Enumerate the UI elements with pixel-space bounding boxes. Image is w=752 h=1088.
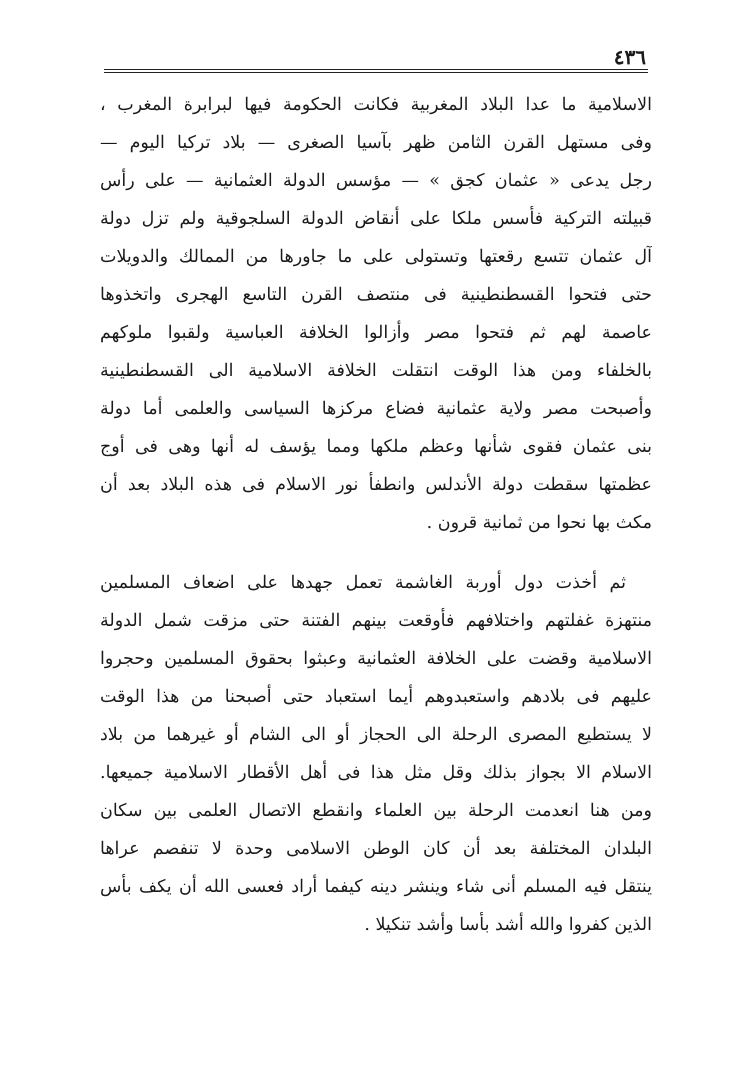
text-line: حتى فتحوا القسطنطينية فى منتصف القرن التاسع الهجرى واتخذوها: [100, 285, 652, 305]
page-number: ٤٣٦: [613, 45, 646, 69]
text-line: منتهزة غفلتهم واختلافهم فأوقعت بينهم الفتنة حتى مزقت شمل الدولة: [100, 611, 652, 631]
header-rule: [104, 69, 648, 73]
text-line: الاسلامية ما عدا البلاد المغربية فكانت الحكومة فيها لبرابرة المغرب ،: [100, 95, 652, 115]
paragraph-2: [100, 564, 652, 944]
text-line: ثم أخذت دول أوربة الغاشمة تعمل جهدها على اضعاف المسلمين: [100, 573, 626, 593]
text-line: قبيلته التركية فأسس ملكا على أنقاض الدولة السلجوقية ولم تزل دولة: [100, 209, 652, 229]
text-line: ومن هنا انعدمت الرحلة بين العلماء وانقطع الاتصال العلمى بين سكان: [100, 801, 652, 821]
text-line: الاسلامية وقضت على الخلافة العثمانية وعبثوا بحقوق المسلمين وحجروا: [100, 649, 652, 669]
text-line: وفى مستهل القرن الثامن ظهر بآسيا الصغرى — بلاد تركيا اليوم —: [100, 133, 652, 153]
text-line: عظمتها سقطت دولة الأندلس وانطفأ نور الاسلام فى هذه البلاد بعد أن: [100, 475, 652, 495]
text-line: البلدان المختلفة بعد أن كان الوطن الاسلامى وحدة لا تنفصم عراها: [100, 839, 652, 859]
text-line: عليهم فى بلادهم واستعبدوهم أيما استعباد حتى أصبحنا من هذا الوقت: [100, 687, 652, 707]
text-line: وأصبحت مصر ولاية عثمانية فضاع مركزها السياسى والعلمى أما دولة: [100, 399, 652, 419]
text-line: بالخلفاء ومن هذا الوقت انتقلت الخلافة الاسلامية الى القسطنطينية: [100, 361, 652, 381]
paragraph-gap: [100, 542, 652, 564]
text-line: عاصمة لهم ثم فتحوا مصر وأزالوا الخلافة العباسية ولقبوا ملوكهم: [100, 323, 652, 343]
text-line: الذين كفروا والله أشد بأسا وأشد تنكيلا .: [364, 915, 652, 935]
text-line: الاسلام الا بجواز بذلك وقل مثل هذا فى أهل الأقطار الاسلامية جميعها.: [100, 763, 652, 783]
text-line: آل عثمان تتسع رقعتها وتستولى على ما جاورها من الممالك والدويلات: [100, 247, 652, 267]
text-line: رجل يدعى « عثمان كجق » — مؤسس الدولة العثمانية — على رأس: [100, 171, 652, 191]
text-line: لا يستطيع المصرى الرحلة الى الحجاز أو الى الشام أو غيرهما من بلاد: [100, 725, 652, 745]
text-line: مكث بها نحوا من ثمانية قرون .: [426, 513, 652, 533]
body-text: [100, 86, 652, 944]
paragraph-1: [100, 86, 652, 542]
text-line: بنى عثمان فقوى شأنها وعظم ملكها ومما يؤسف له أنها وهى فى أوج: [100, 437, 652, 457]
text-line: ينتقل فيه المسلم أنى شاء وينشر دينه كيفما أراد فعسى الله أن يكف بأس: [100, 877, 652, 897]
